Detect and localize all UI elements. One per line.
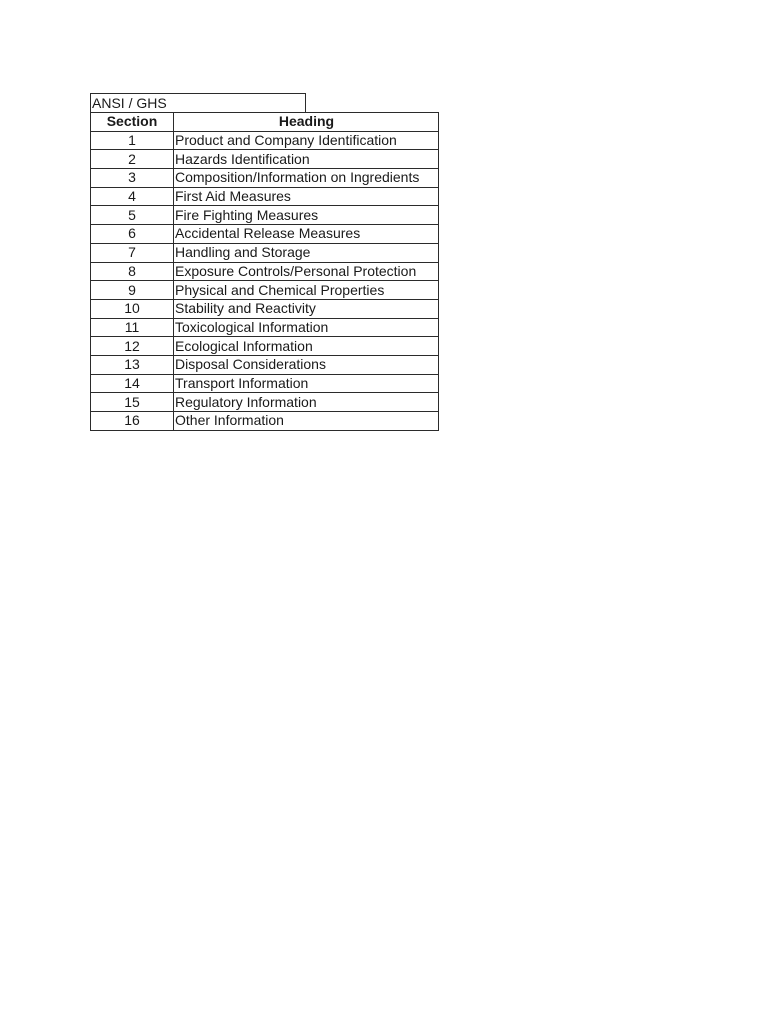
section-number-cell: 14	[91, 374, 174, 393]
section-number-cell: 3	[91, 169, 174, 188]
table-row	[91, 393, 439, 412]
section-heading-cell: Accidental Release Measures	[174, 225, 439, 244]
section-number-cell: 13	[91, 355, 174, 374]
table-row	[91, 150, 439, 169]
section-number-cell: 2	[91, 150, 174, 169]
table-row	[91, 131, 439, 150]
section-number-cell: 8	[91, 262, 174, 281]
section-heading-cell: Transport Information	[174, 374, 439, 393]
section-heading-cell: Ecological Information	[174, 337, 439, 356]
table-row	[91, 355, 439, 374]
table-row	[91, 318, 439, 337]
table-row	[91, 412, 439, 431]
section-heading-cell: Composition/Information on Ingredients	[174, 169, 439, 188]
section-heading-cell: Exposure Controls/Personal Protection	[174, 262, 439, 281]
section-number-cell: 11	[91, 318, 174, 337]
sds-sections-table-block	[90, 93, 439, 431]
section-heading-cell: Other Information	[174, 412, 439, 431]
table-title: ANSI / GHS	[90, 93, 306, 112]
table-row	[91, 243, 439, 262]
table-row	[91, 337, 439, 356]
section-heading-cell: Stability and Reactivity	[174, 299, 439, 318]
section-number-cell: 5	[91, 206, 174, 225]
section-heading-cell: Regulatory Information	[174, 393, 439, 412]
section-heading-cell: First Aid Measures	[174, 187, 439, 206]
section-number-cell: 12	[91, 337, 174, 356]
section-heading-cell: Hazards Identification	[174, 150, 439, 169]
sds-sections-table	[90, 112, 439, 431]
table-row	[91, 225, 439, 244]
column-header-heading: Heading	[174, 113, 439, 132]
section-number-cell: 4	[91, 187, 174, 206]
table-row	[91, 169, 439, 188]
section-heading-cell: Physical and Chemical Properties	[174, 281, 439, 300]
section-heading-cell: Fire Fighting Measures	[174, 206, 439, 225]
table-body	[91, 131, 439, 430]
table-row	[91, 299, 439, 318]
table-row	[91, 374, 439, 393]
section-number-cell: 10	[91, 299, 174, 318]
table-row	[91, 281, 439, 300]
section-number-cell: 1	[91, 131, 174, 150]
section-heading-cell: Disposal Considerations	[174, 355, 439, 374]
section-heading-cell: Product and Company Identification	[174, 131, 439, 150]
section-number-cell: 6	[91, 225, 174, 244]
section-heading-cell: Toxicological Information	[174, 318, 439, 337]
section-number-cell: 7	[91, 243, 174, 262]
column-header-section: Section	[91, 113, 174, 132]
table-row	[91, 262, 439, 281]
section-heading-cell: Handling and Storage	[174, 243, 439, 262]
table-header-row	[91, 113, 439, 132]
section-number-cell: 16	[91, 412, 174, 431]
section-number-cell: 15	[91, 393, 174, 412]
table-row	[91, 206, 439, 225]
table-row	[91, 187, 439, 206]
section-number-cell: 9	[91, 281, 174, 300]
